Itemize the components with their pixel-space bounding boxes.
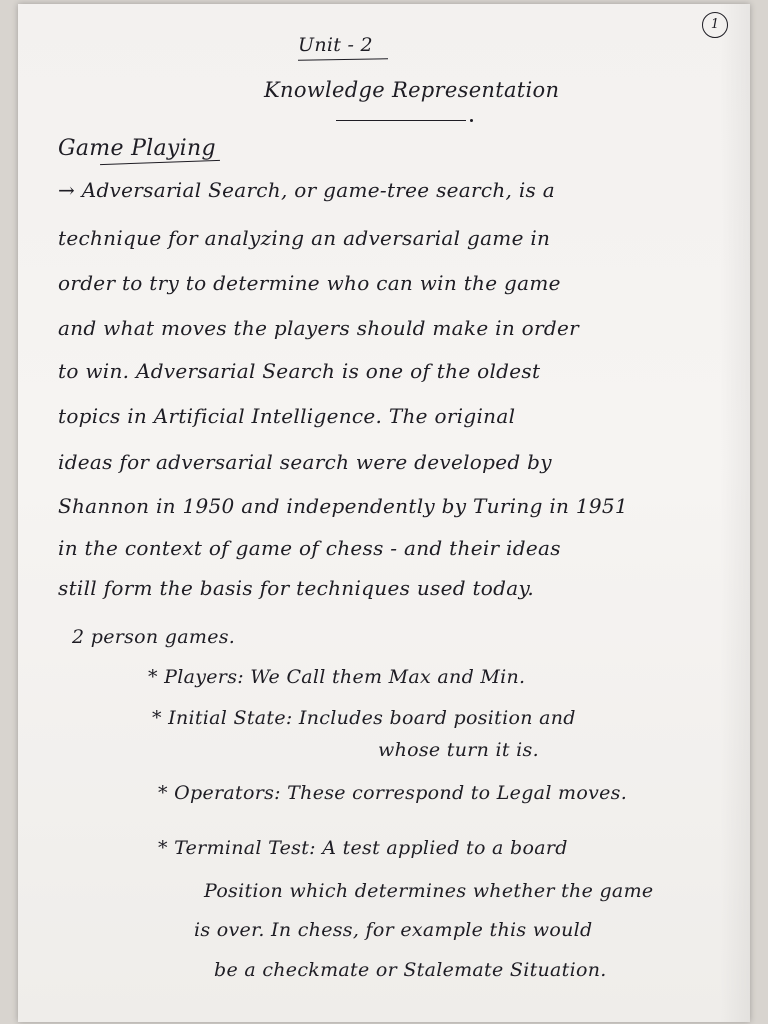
list-item: * Initial State: Includes board position and <box>152 707 576 729</box>
list-item-continuation: whose turn it is. <box>378 739 539 761</box>
list-item-continuation: is over. In chess, for example this would <box>194 919 593 941</box>
list-item: * Players: We Call them Max and Min. <box>148 666 526 688</box>
paragraph-line: order to try to determine who can win the game <box>58 271 561 295</box>
page-number: 1 <box>702 12 728 38</box>
unit-heading: Unit - 2 <box>298 34 373 56</box>
list-item: * Terminal Test: A test applied to a board <box>158 837 568 859</box>
section-title: Game Playing <box>58 136 216 161</box>
paragraph-line: to win. Adversarial Search is one of the oldest <box>58 359 541 383</box>
paragraph-line: still form the basis for techniques used today. <box>58 576 535 600</box>
page-edge-shadow <box>720 4 750 1022</box>
notebook-page <box>18 4 750 1022</box>
page-title: Knowledge Representation <box>264 78 560 102</box>
subheading: 2 person games. <box>72 626 236 648</box>
list-item-continuation: be a checkmate or Stalemate Situation. <box>214 959 607 981</box>
paragraph-line: and what moves the players should make in order <box>58 316 579 340</box>
underline-dot <box>470 119 473 122</box>
unit-underline <box>298 58 388 61</box>
title-underline <box>336 120 466 121</box>
paragraph-line: ideas for adversarial search were developed by <box>58 450 552 474</box>
paragraph-line: Shannon in 1950 and independently by Turing in 1951 <box>58 494 628 518</box>
paragraph-line: → Adversarial Search, or game-tree search, is a <box>58 178 555 202</box>
list-item: * Operators: These correspond to Legal moves. <box>158 782 628 804</box>
paragraph-line: in the context of game of chess - and their ideas <box>58 536 561 560</box>
list-item-continuation: Position which determines whether the game <box>204 880 654 902</box>
paragraph-line: topics in Artificial Intelligence. The original <box>58 404 516 428</box>
paragraph-line: technique for analyzing an adversarial game in <box>58 226 551 250</box>
